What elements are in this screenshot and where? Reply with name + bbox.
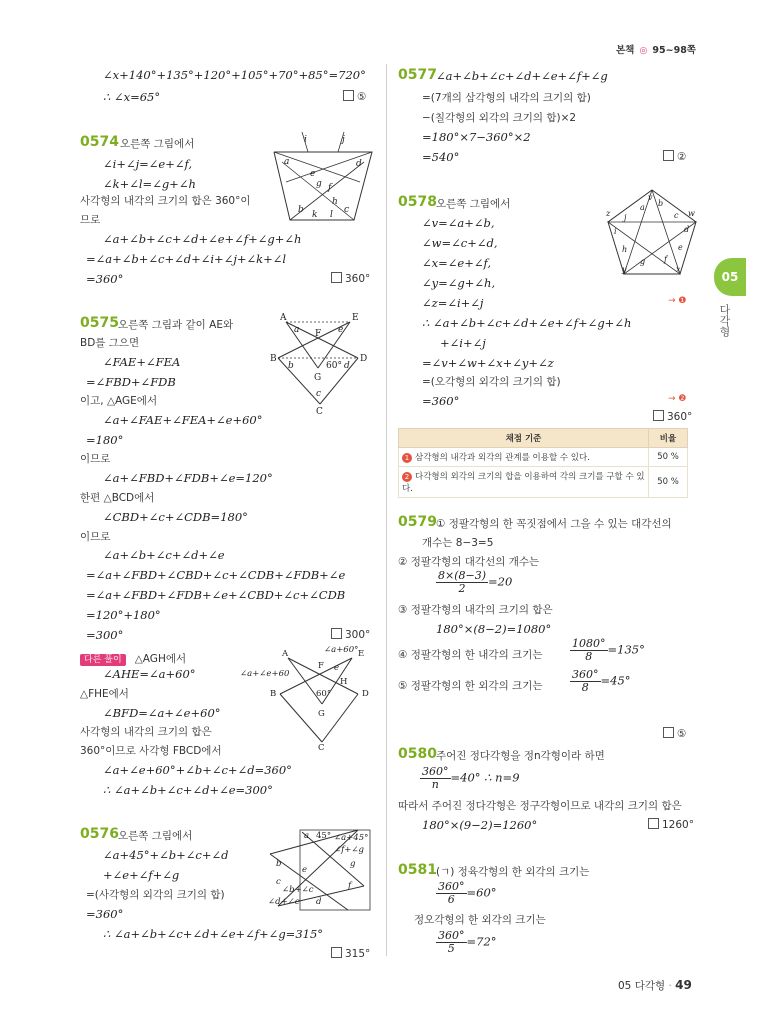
p574-line-4: 므로 bbox=[80, 214, 101, 226]
fig576-label: ∠d+∠e bbox=[268, 897, 300, 907]
fraction-result: =20 bbox=[488, 574, 513, 589]
p580-line-3: 180°×(9−2)=1260° bbox=[422, 818, 538, 832]
p574-line-1: ∠i+∠j=∠e+∠f, bbox=[103, 157, 193, 171]
fig578-label: w bbox=[688, 209, 695, 218]
answer-575 bbox=[331, 628, 370, 641]
answer-573-value: ⑤ bbox=[357, 91, 367, 103]
answer-574-value: 360° bbox=[345, 273, 371, 285]
fig575b-label: ∠a+60° bbox=[324, 645, 359, 655]
answer-580 bbox=[648, 818, 694, 831]
fig574-label: b bbox=[298, 205, 304, 215]
grading-ratio: 50 % bbox=[649, 467, 688, 498]
fraction-numerator: 360° bbox=[422, 765, 449, 778]
problem-number-579: 0579 bbox=[398, 514, 437, 530]
p575-line-7: 이므로 bbox=[80, 453, 111, 465]
fig575-label: A bbox=[280, 313, 287, 323]
fraction-result: =60° bbox=[466, 885, 497, 900]
figure-576 bbox=[268, 826, 374, 914]
grading-step-icon: 2 bbox=[402, 472, 412, 482]
problem-number-577: 0577 bbox=[398, 67, 437, 83]
fig575b-label: ∠a+∠e+60 bbox=[240, 669, 290, 679]
mark-1: → ❶ bbox=[668, 296, 687, 306]
fig574-label: f bbox=[328, 183, 332, 193]
answer-575-value: 300° bbox=[345, 629, 371, 641]
alt-line-4: 사각형의 내각의 크기의 합은 bbox=[80, 726, 212, 738]
page-ref-book: 본책 bbox=[616, 45, 635, 56]
p575-line-13: =∠a+∠FBD+∠CBD+∠c+∠CDB+∠FDB+∠e bbox=[86, 568, 346, 582]
answer-579 bbox=[663, 727, 686, 740]
answer-box-icon bbox=[663, 727, 674, 738]
p576-line-4: =360° bbox=[86, 907, 124, 921]
fig575-label: 60° bbox=[326, 361, 342, 371]
page-ref-pages: 95~98쪽 bbox=[652, 45, 696, 56]
fig578-label: i bbox=[614, 227, 617, 236]
alt-line-1: ∠AHE=∠a+60° bbox=[103, 667, 196, 681]
fig574-label: d bbox=[356, 159, 362, 169]
fig575b-label: e bbox=[334, 663, 340, 673]
fig575-label: G bbox=[314, 373, 322, 383]
fig576-label: ∠f+∠g bbox=[334, 845, 364, 855]
dot-icon: ◎ bbox=[639, 46, 648, 56]
chapter-tab-label: 다각형 bbox=[718, 304, 731, 337]
problem-number-574: 0574 bbox=[80, 134, 119, 150]
p576-line-0: 오른쪽 그림에서 bbox=[118, 830, 193, 842]
p580-line-1: 주어진 정다각형을 정n각형이라 하면 bbox=[436, 750, 605, 762]
page-footer: 05 다각형 · 49 bbox=[618, 978, 692, 992]
grading-table bbox=[398, 428, 688, 498]
p578-line-4: ∠y=∠g+∠h, bbox=[422, 276, 496, 290]
p579-fraction-3 bbox=[570, 669, 631, 694]
p577-line-1: =(7개의 삼각형의 내각의 크기의 합) bbox=[422, 92, 591, 104]
fraction-result: =40° ∴ n=9 bbox=[450, 770, 520, 785]
alt-line-7: ∴ ∠a+∠b+∠c+∠d+∠e=300° bbox=[103, 783, 273, 797]
p574-line-5: ∠a+∠b+∠c+∠d+∠e+∠f+∠g+∠h bbox=[103, 232, 302, 246]
answer-box-icon bbox=[331, 628, 342, 639]
mark-2: → ❷ bbox=[668, 394, 687, 404]
fig575-label: a bbox=[294, 325, 300, 335]
p575-line-9: 한편 △BCD에서 bbox=[80, 492, 155, 504]
fig578-label: d bbox=[684, 225, 690, 234]
fig575-label: E bbox=[352, 313, 359, 323]
fig576-label: a bbox=[304, 831, 310, 841]
p575-line-4: 이고, △AGE에서 bbox=[80, 395, 158, 407]
alt-line-0: △AGH에서 bbox=[134, 653, 187, 665]
problem-number-581: 0581 bbox=[398, 862, 437, 878]
p579-line-6: ④ 정팔각형의 한 내각의 크기는 bbox=[398, 649, 543, 661]
fig575-label: F bbox=[315, 329, 322, 339]
fig574-label: a bbox=[284, 157, 290, 167]
fig575b-label: B bbox=[270, 689, 277, 699]
mark-2-value: ❷ bbox=[678, 394, 687, 404]
p576-line-5: ∴ ∠a+∠b+∠c+∠d+∠e+∠f+∠g=315° bbox=[103, 927, 324, 941]
alt-line-5: 360°이므로 사각형 FBCD에서 bbox=[80, 745, 222, 757]
fig576-label: ∠a+45° bbox=[334, 833, 369, 843]
p576-line-2: +∠e+∠f+∠g bbox=[103, 868, 180, 882]
p581-line-2: 정오각형의 한 외각의 크기는 bbox=[414, 914, 546, 926]
p575-line-5: ∠a+∠FAE+∠FEA+∠e+60° bbox=[103, 413, 263, 427]
fig578-label: v bbox=[648, 193, 653, 202]
alt-solution-tag: 다른 풀이 bbox=[80, 654, 126, 666]
fig575b-label: A bbox=[282, 649, 289, 659]
p574-line-6: =∠a+∠b+∠c+∠d+∠i+∠j+∠k+∠l bbox=[86, 252, 287, 266]
p578-line-2: ∠w=∠c+∠d, bbox=[422, 236, 498, 250]
fig575b-label: E bbox=[358, 649, 365, 659]
grading-header-ratio: 비율 bbox=[649, 429, 688, 448]
fraction-numerator: 360° bbox=[438, 880, 465, 893]
fig578-label: g bbox=[640, 257, 646, 266]
fig578-label: e bbox=[678, 243, 683, 252]
p578-line-9: =(오각형의 외각의 크기의 합) bbox=[422, 376, 561, 388]
p578-line-3: ∠x=∠e+∠f, bbox=[422, 256, 491, 270]
p578-line-7: +∠i+∠j bbox=[440, 336, 486, 350]
p578-line-10: =360° bbox=[422, 394, 460, 408]
p575-line-15: =120°+180° bbox=[86, 608, 161, 622]
fig575-label: e bbox=[338, 325, 344, 335]
p576-line-1: ∠a+45°+∠b+∠c+∠d bbox=[103, 848, 229, 862]
grading-row bbox=[399, 467, 688, 498]
answer-box-icon bbox=[331, 947, 342, 958]
fraction-denominator: 8 bbox=[581, 681, 589, 695]
p575-line-1: BD를 그으면 bbox=[80, 337, 140, 349]
fig575-label: C bbox=[316, 407, 323, 417]
fig574-label: g bbox=[316, 179, 322, 189]
grading-header-criteria: 채점 기준 bbox=[399, 429, 649, 448]
p579-line-1: ① 정팔각형의 한 꼭짓점에서 그을 수 있는 대각선의 bbox=[436, 518, 672, 530]
fig578-label: h bbox=[622, 245, 628, 254]
fig575b-label: H bbox=[340, 677, 348, 687]
left-top-line-1: ∠x+140°+135°+120°+105°+70°+85°=720° bbox=[103, 68, 366, 82]
alt-line-3: ∠BFD=∠a+∠e+60° bbox=[103, 706, 221, 720]
fig574-label: j bbox=[342, 135, 345, 145]
fig578-label: a bbox=[640, 203, 645, 212]
figure-574 bbox=[272, 132, 374, 226]
fig574-label: k bbox=[312, 210, 318, 220]
fig576-label: ∠b+∠c bbox=[282, 885, 314, 895]
fraction-numerator: 1080° bbox=[572, 637, 606, 650]
fig574-label: c bbox=[344, 205, 350, 215]
answer-578 bbox=[653, 410, 692, 423]
fraction-denominator: 6 bbox=[447, 893, 455, 907]
p575-line-8: ∠a+∠FBD+∠FDB+∠e=120° bbox=[103, 471, 273, 485]
fraction-denominator: 8 bbox=[585, 650, 593, 664]
fraction-result: =45° bbox=[600, 673, 631, 688]
p580-line-2: 따라서 주어진 정다각형은 정구각형이므로 내각의 크기의 합은 bbox=[398, 800, 682, 812]
p577-line-4: =540° bbox=[422, 150, 460, 164]
grading-criterion: 다각형의 외각의 크기의 합을 이용하여 각의 크기를 구할 수 있다. bbox=[402, 472, 645, 494]
answer-578-value: 360° bbox=[667, 411, 693, 423]
p581-fraction-2 bbox=[436, 930, 497, 955]
p575-line-6: =180° bbox=[86, 433, 124, 447]
problem-number-575: 0575 bbox=[80, 315, 119, 331]
p574-line-7: =360° bbox=[86, 272, 124, 286]
alt-solution bbox=[80, 647, 186, 666]
fig575b-label: 60° bbox=[316, 689, 332, 699]
alt-line-6: ∠a+∠e+60°+∠b+∠c+∠d=360° bbox=[103, 763, 292, 777]
answer-579-value: ⑤ bbox=[677, 728, 687, 740]
p578-line-5: ∠z=∠i+∠j bbox=[422, 296, 484, 310]
problem-number-580: 0580 bbox=[398, 746, 437, 762]
p577-line-2: −(칠각형의 외각의 크기의 합)×2 bbox=[422, 112, 577, 124]
grading-ratio: 50 % bbox=[649, 448, 688, 467]
p579-line-7: ⑤ 정팔각형의 한 외각의 크기는 bbox=[398, 680, 543, 692]
fig576-label: d bbox=[316, 897, 322, 907]
fig575-label: d bbox=[344, 361, 350, 371]
p576-line-3: =(사각형의 외각의 크기의 합) bbox=[86, 889, 225, 901]
fig575-label: D bbox=[360, 354, 368, 364]
chapter-tab: 05 bbox=[714, 258, 746, 296]
p581-line-1: (ㄱ) 정육각형의 한 외각의 크기는 bbox=[436, 866, 590, 878]
footer-chapter: 05 다각형 bbox=[618, 980, 666, 992]
p574-line-0: 오른쪽 그림에서 bbox=[120, 138, 195, 150]
fraction-denominator: n bbox=[431, 778, 439, 792]
p579-fraction-2 bbox=[570, 638, 645, 663]
answer-576 bbox=[331, 947, 370, 960]
figure-575-alt bbox=[242, 644, 378, 752]
fraction-result: =135° bbox=[607, 642, 645, 657]
p579-line-2: 개수는 8−3=5 bbox=[422, 537, 494, 549]
fig578-label: x bbox=[676, 265, 681, 274]
answer-box-icon bbox=[663, 150, 674, 161]
p577-line-3: =180°×7−360°×2 bbox=[422, 130, 531, 144]
p579-fraction-1 bbox=[436, 570, 512, 595]
answer-box-icon bbox=[343, 90, 354, 101]
column-divider bbox=[386, 64, 387, 956]
fig575-label: b bbox=[288, 361, 294, 371]
fraction-result: =72° bbox=[466, 934, 497, 949]
fig574-label: h bbox=[332, 197, 338, 207]
fraction-numerator: 360° bbox=[572, 668, 599, 681]
page-ref bbox=[616, 38, 696, 57]
page-number: 49 bbox=[675, 978, 692, 992]
fig578-label: z bbox=[606, 209, 611, 218]
left-top-line-2: ∴ ∠x=65° bbox=[103, 90, 161, 104]
fraction-numerator: 360° bbox=[438, 929, 465, 942]
p575-line-3: =∠FBD+∠FDB bbox=[86, 375, 176, 389]
fig575b-label: F bbox=[318, 661, 324, 671]
p574-line-3: 사각형의 내각의 크기의 합은 360°이 bbox=[80, 195, 251, 207]
fig575b-label: D bbox=[362, 689, 369, 699]
answer-box-icon bbox=[648, 818, 659, 829]
fig576-label: c bbox=[276, 877, 281, 887]
answer-574 bbox=[331, 272, 370, 285]
p574-line-2: ∠k+∠l=∠g+∠h bbox=[103, 177, 196, 191]
p579-line-5: 180°×(8−2)=1080° bbox=[436, 622, 552, 636]
p575-line-12: ∠a+∠b+∠c+∠d+∠e bbox=[103, 548, 225, 562]
p580-fraction bbox=[420, 766, 520, 791]
grading-criterion: 삼각형의 내각과 외각의 관계를 이용할 수 있다. bbox=[415, 453, 590, 463]
grading-row bbox=[399, 448, 688, 467]
fig578-label: f bbox=[664, 255, 667, 264]
answer-580-value: 1260° bbox=[662, 819, 694, 831]
figure-578 bbox=[604, 186, 700, 278]
fraction-denominator: 2 bbox=[458, 582, 466, 596]
fig576-label: g bbox=[350, 859, 356, 869]
p575-line-2: ∠FAE+∠FEA bbox=[103, 355, 181, 369]
answer-573 bbox=[343, 90, 366, 103]
fig576-label: b bbox=[276, 859, 282, 869]
p575-line-10: ∠CBD+∠c+∠CDB=180° bbox=[103, 510, 248, 524]
fig576-label: 45° bbox=[316, 831, 332, 841]
fig578-label: y bbox=[622, 265, 627, 274]
fig578-label: c bbox=[674, 211, 679, 220]
fig578-label: b bbox=[658, 199, 664, 208]
fig578-label: j bbox=[624, 213, 627, 222]
answer-box-icon bbox=[331, 272, 342, 283]
grading-step-icon: 1 bbox=[402, 453, 412, 463]
p579-line-3: ② 정팔각형의 대각선의 개수는 bbox=[398, 556, 540, 568]
problem-number-578: 0578 bbox=[398, 194, 437, 210]
answer-577-value: ② bbox=[677, 151, 687, 163]
fig575b-label: C bbox=[318, 743, 325, 753]
fig575-label: B bbox=[270, 354, 277, 364]
fig576-label: e bbox=[302, 865, 308, 875]
p575-line-16: =300° bbox=[86, 628, 124, 642]
p575-line-0: 오른쪽 그림과 같이 AE와 bbox=[118, 319, 234, 331]
p577-line-0: ∠a+∠b+∠c+∠d+∠e+∠f+∠g bbox=[436, 69, 608, 83]
fig574-label: i bbox=[304, 135, 307, 145]
p579-line-4: ③ 정팔각형의 내각의 크기의 합은 bbox=[398, 604, 553, 616]
p578-line-1: ∠v=∠a+∠b, bbox=[422, 216, 495, 230]
answer-577 bbox=[663, 150, 686, 163]
mark-1-value: ❶ bbox=[678, 296, 687, 306]
fig574-label: e bbox=[310, 169, 316, 179]
p575-line-14: =∠a+∠FBD+∠FDB+∠e+∠CBD+∠c+∠CDB bbox=[86, 588, 346, 602]
fig575b-label: G bbox=[318, 709, 325, 719]
fig576-label: f bbox=[348, 881, 352, 891]
fig575-label: c bbox=[316, 389, 322, 399]
answer-box-icon bbox=[653, 410, 664, 421]
p575-line-11: 이므로 bbox=[80, 531, 111, 543]
p578-line-0: 오른쪽 그림에서 bbox=[436, 198, 511, 210]
p578-line-8: =∠v+∠w+∠x+∠y+∠z bbox=[422, 356, 554, 370]
fraction-denominator: 5 bbox=[447, 942, 455, 956]
fig574-label: l bbox=[330, 210, 333, 220]
answer-576-value: 315° bbox=[345, 948, 371, 960]
alt-line-2: △FHE에서 bbox=[80, 688, 129, 700]
figure-575 bbox=[272, 312, 376, 416]
problem-number-576: 0576 bbox=[80, 826, 119, 842]
p578-line-6: ∴ ∠a+∠b+∠c+∠d+∠e+∠f+∠g+∠h bbox=[422, 316, 632, 330]
p581-fraction-1 bbox=[436, 881, 497, 906]
fraction-numerator: 8×(8−3) bbox=[438, 569, 487, 582]
